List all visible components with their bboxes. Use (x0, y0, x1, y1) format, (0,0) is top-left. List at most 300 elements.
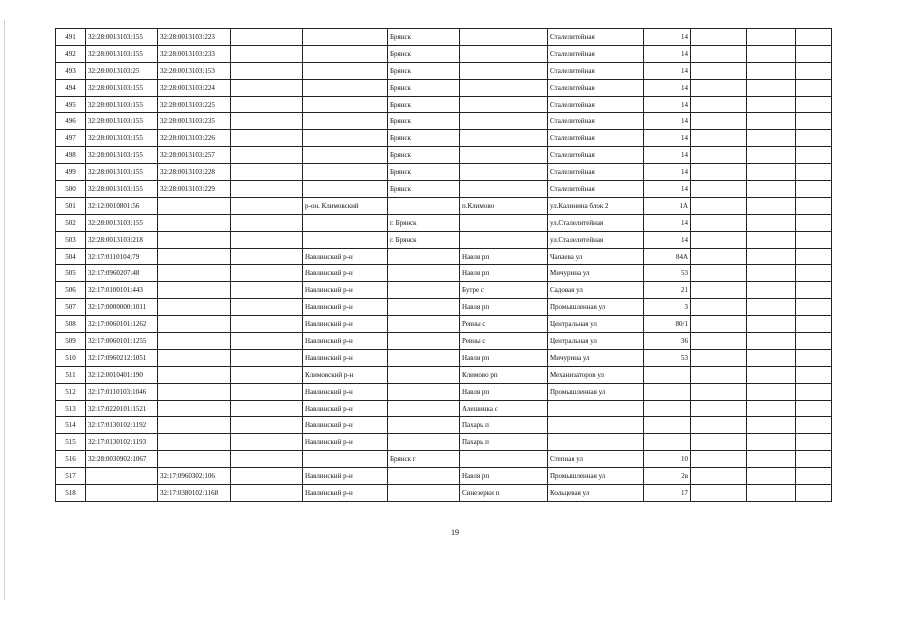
table-body (56, 29, 832, 502)
cell-cadastral-number: 32:12:0010401:190 (86, 366, 158, 383)
cell-row-number: 507 (56, 299, 86, 316)
cell-settlement: Бутре с (460, 282, 548, 299)
cell-district: Навлинский р-н (303, 282, 388, 299)
cell-house-number: 14 (644, 96, 691, 113)
cell-house-number: 14 (644, 231, 691, 248)
cell-city: Брянск (388, 181, 460, 198)
cell-district (303, 231, 388, 248)
cell-house-number: 1А (644, 197, 691, 214)
cell-cadastral-number: 32:17:0110104:79 (86, 248, 158, 265)
cell-row-number: 506 (56, 282, 86, 299)
cell-district: Навлинский р-н (303, 383, 388, 400)
table-row (56, 248, 832, 265)
cell-settlement: Навля рп (460, 299, 548, 316)
cell-blank-col (231, 147, 303, 164)
cell-extra-col-1 (691, 316, 747, 333)
cell-street: Садовая ул (548, 282, 644, 299)
cell-extra-col-1 (691, 282, 747, 299)
cell-extra-col-2 (747, 468, 796, 485)
cell-extra-col-2 (747, 130, 796, 147)
cell-extra-col-3 (796, 451, 832, 468)
cell-blank-col (231, 366, 303, 383)
table-row (56, 417, 832, 434)
cell-city (388, 366, 460, 383)
cell-cadastral-number-secondary (158, 349, 231, 366)
cell-city (388, 383, 460, 400)
cell-cadastral-number (86, 468, 158, 485)
cell-extra-col-3 (796, 181, 832, 198)
cell-extra-col-3 (796, 282, 832, 299)
cell-extra-col-2 (747, 214, 796, 231)
cell-settlement: Навля рп (460, 265, 548, 282)
cell-cadastral-number-secondary (158, 248, 231, 265)
cell-city (388, 248, 460, 265)
cell-extra-col-2 (747, 79, 796, 96)
cell-extra-col-1 (691, 299, 747, 316)
cell-house-number (644, 383, 691, 400)
cell-settlement: Навля рп (460, 248, 548, 265)
cell-row-number: 494 (56, 79, 86, 96)
cell-cadastral-number: 32:17:0060101:1262 (86, 316, 158, 333)
table-row (56, 485, 832, 502)
table-row (56, 349, 832, 366)
cell-blank-col (231, 333, 303, 350)
cell-street: Мичурина ул (548, 349, 644, 366)
cell-district (303, 45, 388, 62)
cell-extra-col-2 (747, 45, 796, 62)
cell-settlement: Навля рп (460, 468, 548, 485)
cell-city: Брянск (388, 164, 460, 181)
cell-district (303, 79, 388, 96)
cell-extra-col-2 (747, 282, 796, 299)
cell-cadastral-number-secondary: 32:28:0013103:229 (158, 181, 231, 198)
cell-cadastral-number-secondary: 32:28:0013103:228 (158, 164, 231, 181)
cell-settlement (460, 29, 548, 46)
cell-extra-col-2 (747, 383, 796, 400)
cell-cadastral-number-secondary (158, 451, 231, 468)
cell-blank-col (231, 316, 303, 333)
cell-cadastral-number-secondary (158, 231, 231, 248)
cell-district: Навлинский р-н (303, 333, 388, 350)
cell-row-number: 505 (56, 265, 86, 282)
cell-house-number: 14 (644, 79, 691, 96)
table-row (56, 147, 832, 164)
cell-street: Промышленная ул (548, 299, 644, 316)
cell-cadastral-number: 32:17:0110103:1046 (86, 383, 158, 400)
cell-street: Промышленная ул (548, 383, 644, 400)
cell-extra-col-3 (796, 29, 832, 46)
cell-extra-col-3 (796, 79, 832, 96)
cell-cadastral-number: 32:28:0030902:1067 (86, 451, 158, 468)
cell-extra-col-1 (691, 248, 747, 265)
cell-extra-col-1 (691, 164, 747, 181)
cell-extra-col-1 (691, 417, 747, 434)
cell-cadastral-number-secondary: 32:28:0013103:233 (158, 45, 231, 62)
table-row (56, 299, 832, 316)
cell-settlement: Синезерки п (460, 485, 548, 502)
cell-house-number: 36 (644, 333, 691, 350)
cell-settlement (460, 147, 548, 164)
cell-row-number: 515 (56, 434, 86, 451)
cell-house-number: 14 (644, 130, 691, 147)
cell-settlement: Ревны с (460, 333, 548, 350)
cell-cadastral-number-secondary: 32:28:0013103:257 (158, 147, 231, 164)
table-row (56, 400, 832, 417)
cell-blank-col (231, 130, 303, 147)
cell-extra-col-1 (691, 130, 747, 147)
cell-street: Сталелитейная (548, 130, 644, 147)
cell-cadastral-number: 32:17:0060101:1255 (86, 333, 158, 350)
cell-street: Сталелитейная (548, 113, 644, 130)
property-register-table (55, 28, 832, 502)
cell-settlement (460, 79, 548, 96)
cell-blank-col (231, 164, 303, 181)
cell-house-number: 17 (644, 485, 691, 502)
cell-blank-col (231, 485, 303, 502)
page-number: 19 (451, 528, 459, 537)
cell-row-number: 501 (56, 197, 86, 214)
cell-extra-col-3 (796, 62, 832, 79)
table-row (56, 282, 832, 299)
cell-house-number: 14 (644, 214, 691, 231)
cell-house-number: 14 (644, 164, 691, 181)
cell-district (303, 181, 388, 198)
cell-cadastral-number: 32:28:0013103:155 (86, 96, 158, 113)
cell-settlement (460, 451, 548, 468)
cell-city: г. Брянск (388, 214, 460, 231)
cell-house-number: 3 (644, 299, 691, 316)
table-row (56, 197, 832, 214)
cell-cadastral-number: 32:28:0013103:155 (86, 79, 158, 96)
cell-extra-col-1 (691, 147, 747, 164)
cell-street: Промышленная ул (548, 468, 644, 485)
cell-cadastral-number-secondary (158, 400, 231, 417)
cell-extra-col-1 (691, 349, 747, 366)
cell-city (388, 265, 460, 282)
cell-settlement: Навля рп (460, 383, 548, 400)
cell-extra-col-3 (796, 96, 832, 113)
cell-extra-col-2 (747, 366, 796, 383)
table-row (56, 231, 832, 248)
table-row (56, 96, 832, 113)
cell-row-number: 510 (56, 349, 86, 366)
cell-blank-col (231, 248, 303, 265)
cell-cadastral-number: 32:12:0010801:56 (86, 197, 158, 214)
cell-city: Брянск (388, 62, 460, 79)
cell-blank-col (231, 113, 303, 130)
cell-street: Сталелитейная (548, 147, 644, 164)
cell-extra-col-2 (747, 164, 796, 181)
cell-settlement: Пахарь п (460, 417, 548, 434)
cell-street: Сталелитейная (548, 79, 644, 96)
cell-blank-col (231, 197, 303, 214)
cell-extra-col-1 (691, 45, 747, 62)
cell-house-number (644, 366, 691, 383)
cell-cadastral-number-secondary: 32:28:0013103:224 (158, 79, 231, 96)
cell-house-number: 14 (644, 62, 691, 79)
cell-street: Сталелитейная (548, 29, 644, 46)
cell-district: Навлинский р-н (303, 400, 388, 417)
cell-blank-col (231, 62, 303, 79)
cell-cadastral-number-secondary (158, 366, 231, 383)
cell-cadastral-number: 32:28:0013103:25 (86, 62, 158, 79)
cell-cadastral-number-secondary: 32:17:0960302:106 (158, 468, 231, 485)
cell-house-number (644, 417, 691, 434)
cell-district (303, 451, 388, 468)
table-row (56, 130, 832, 147)
table-row (56, 45, 832, 62)
cell-blank-col (231, 181, 303, 198)
cell-cadastral-number-secondary: 32:28:0013103:226 (158, 130, 231, 147)
cell-cadastral-number-secondary (158, 214, 231, 231)
cell-house-number: 14 (644, 45, 691, 62)
cell-extra-col-3 (796, 333, 832, 350)
cell-cadastral-number: 32:28:0013103:155 (86, 147, 158, 164)
cell-extra-col-2 (747, 451, 796, 468)
cell-district (303, 29, 388, 46)
cell-city: Брянск (388, 113, 460, 130)
cell-extra-col-3 (796, 231, 832, 248)
cell-house-number: 14 (644, 113, 691, 130)
cell-blank-col (231, 299, 303, 316)
cell-blank-col (231, 417, 303, 434)
cell-district: Навлинский р-н (303, 299, 388, 316)
cell-street: Степная ул (548, 451, 644, 468)
cell-row-number: 497 (56, 130, 86, 147)
cell-blank-col (231, 383, 303, 400)
cell-extra-col-3 (796, 130, 832, 147)
cell-extra-col-2 (747, 113, 796, 130)
cell-blank-col (231, 79, 303, 96)
table-row (56, 265, 832, 282)
cell-cadastral-number: 32:28:0013103:155 (86, 45, 158, 62)
scan-margin-line (4, 20, 5, 600)
cell-house-number: 14 (644, 147, 691, 164)
cell-row-number: 517 (56, 468, 86, 485)
cell-extra-col-2 (747, 485, 796, 502)
cell-extra-col-1 (691, 197, 747, 214)
cell-house-number (644, 400, 691, 417)
cell-extra-col-2 (747, 265, 796, 282)
cell-blank-col (231, 96, 303, 113)
cell-extra-col-3 (796, 383, 832, 400)
table-row (56, 366, 832, 383)
cell-cadastral-number: 32:17:0960207:48 (86, 265, 158, 282)
cell-blank-col (231, 349, 303, 366)
cell-street: Кольцевая ул (548, 485, 644, 502)
cell-extra-col-2 (747, 434, 796, 451)
cell-extra-col-3 (796, 147, 832, 164)
cell-city: Брянск (388, 96, 460, 113)
cell-settlement (460, 96, 548, 113)
cell-cadastral-number (86, 485, 158, 502)
cell-cadastral-number-secondary (158, 383, 231, 400)
cell-row-number: 502 (56, 214, 86, 231)
cell-row-number: 516 (56, 451, 86, 468)
cell-extra-col-2 (747, 417, 796, 434)
cell-extra-col-1 (691, 113, 747, 130)
cell-row-number: 504 (56, 248, 86, 265)
cell-extra-col-3 (796, 349, 832, 366)
table-row (56, 79, 832, 96)
cell-street: Сталелитейная (548, 45, 644, 62)
cell-extra-col-1 (691, 231, 747, 248)
cell-house-number: 80/1 (644, 316, 691, 333)
cell-extra-col-3 (796, 113, 832, 130)
cell-district: Навлинский р-н (303, 434, 388, 451)
cell-city (388, 282, 460, 299)
cell-cadastral-number: 32:28:0013103:155 (86, 29, 158, 46)
cell-row-number: 499 (56, 164, 86, 181)
table-row (56, 214, 832, 231)
cell-city: Брянск (388, 45, 460, 62)
cell-district (303, 214, 388, 231)
cell-settlement (460, 62, 548, 79)
cell-extra-col-2 (747, 248, 796, 265)
table-row (56, 383, 832, 400)
cell-city (388, 333, 460, 350)
cell-extra-col-3 (796, 366, 832, 383)
cell-blank-col (231, 451, 303, 468)
cell-extra-col-1 (691, 383, 747, 400)
cell-extra-col-2 (747, 147, 796, 164)
cell-city: Брянск (388, 79, 460, 96)
cell-extra-col-3 (796, 45, 832, 62)
cell-street: Чапаева ул (548, 248, 644, 265)
cell-settlement: Навля рп (460, 349, 548, 366)
table-row (56, 316, 832, 333)
cell-cadastral-number: 32:28:0013103:155 (86, 130, 158, 147)
cell-street: Механизаторов ул (548, 366, 644, 383)
cell-city (388, 197, 460, 214)
cell-cadastral-number-secondary (158, 265, 231, 282)
cell-cadastral-number-secondary (158, 417, 231, 434)
cell-settlement (460, 130, 548, 147)
cell-extra-col-1 (691, 96, 747, 113)
cell-district: Навлинский р-н (303, 349, 388, 366)
cell-district: Навлинский р-н (303, 417, 388, 434)
cell-settlement: п.Климово (460, 197, 548, 214)
cell-extra-col-1 (691, 181, 747, 198)
cell-settlement (460, 45, 548, 62)
cell-blank-col (231, 29, 303, 46)
cell-street: Центральная ул (548, 316, 644, 333)
cell-extra-col-2 (747, 29, 796, 46)
cell-extra-col-3 (796, 417, 832, 434)
cell-house-number: 21 (644, 282, 691, 299)
cell-extra-col-3 (796, 265, 832, 282)
cell-row-number: 493 (56, 62, 86, 79)
cell-cadastral-number: 32:17:0220101:1521 (86, 400, 158, 417)
cell-blank-col (231, 282, 303, 299)
cell-extra-col-3 (796, 164, 832, 181)
cell-extra-col-2 (747, 197, 796, 214)
cell-settlement (460, 113, 548, 130)
cell-city (388, 299, 460, 316)
cell-street: Центральная ул (548, 333, 644, 350)
cell-extra-col-1 (691, 468, 747, 485)
cell-row-number: 495 (56, 96, 86, 113)
cell-district: Навлинский р-н (303, 265, 388, 282)
cell-street (548, 400, 644, 417)
cell-street: Сталелитейная (548, 164, 644, 181)
cell-blank-col (231, 434, 303, 451)
cell-district: Навлинский р-н (303, 248, 388, 265)
cell-extra-col-1 (691, 265, 747, 282)
cell-street (548, 417, 644, 434)
cell-extra-col-1 (691, 366, 747, 383)
cell-street: ул.Сталелитейная (548, 214, 644, 231)
table-row (56, 333, 832, 350)
cell-city: Брянск (388, 147, 460, 164)
cell-cadastral-number: 32:28:0013103:218 (86, 231, 158, 248)
cell-row-number: 492 (56, 45, 86, 62)
cell-settlement (460, 181, 548, 198)
cell-street: ул.Сталелитейная (548, 231, 644, 248)
cell-city (388, 349, 460, 366)
cell-street: Мичурина ул (548, 265, 644, 282)
cell-city (388, 417, 460, 434)
cell-settlement: Ревны с (460, 316, 548, 333)
cell-house-number (644, 434, 691, 451)
cell-extra-col-3 (796, 400, 832, 417)
cell-cadastral-number: 32:28:0013103:155 (86, 214, 158, 231)
cell-extra-col-3 (796, 316, 832, 333)
cell-cadastral-number-secondary: 32:28:0013103:225 (158, 96, 231, 113)
table-row (56, 29, 832, 46)
cell-extra-col-3 (796, 434, 832, 451)
cell-extra-col-1 (691, 214, 747, 231)
cell-row-number: 511 (56, 366, 86, 383)
cell-extra-col-2 (747, 316, 796, 333)
cell-city (388, 400, 460, 417)
cell-extra-col-2 (747, 231, 796, 248)
cell-cadastral-number-secondary (158, 333, 231, 350)
cell-district (303, 164, 388, 181)
cell-cadastral-number-secondary (158, 197, 231, 214)
cell-row-number: 491 (56, 29, 86, 46)
cell-extra-col-3 (796, 299, 832, 316)
cell-house-number: 84А (644, 248, 691, 265)
cell-settlement (460, 214, 548, 231)
cell-row-number: 518 (56, 485, 86, 502)
cell-extra-col-2 (747, 181, 796, 198)
cell-extra-col-2 (747, 349, 796, 366)
cell-house-number: 14 (644, 181, 691, 198)
cell-house-number: 2в (644, 468, 691, 485)
cell-city (388, 468, 460, 485)
table-row (56, 62, 832, 79)
cell-cadastral-number-secondary (158, 299, 231, 316)
cell-extra-col-3 (796, 214, 832, 231)
table-row (56, 451, 832, 468)
cell-street (548, 434, 644, 451)
cell-cadastral-number: 32:28:0013103:155 (86, 164, 158, 181)
cell-extra-col-2 (747, 299, 796, 316)
cell-extra-col-2 (747, 400, 796, 417)
cell-extra-col-1 (691, 485, 747, 502)
cell-extra-col-3 (796, 197, 832, 214)
cell-row-number: 509 (56, 333, 86, 350)
cell-district (303, 130, 388, 147)
cell-settlement (460, 164, 548, 181)
cell-cadastral-number: 32:17:0100101:443 (86, 282, 158, 299)
cell-city (388, 434, 460, 451)
cell-row-number: 514 (56, 417, 86, 434)
cell-extra-col-3 (796, 248, 832, 265)
cell-extra-col-1 (691, 29, 747, 46)
cell-city: г. Брянск (388, 231, 460, 248)
